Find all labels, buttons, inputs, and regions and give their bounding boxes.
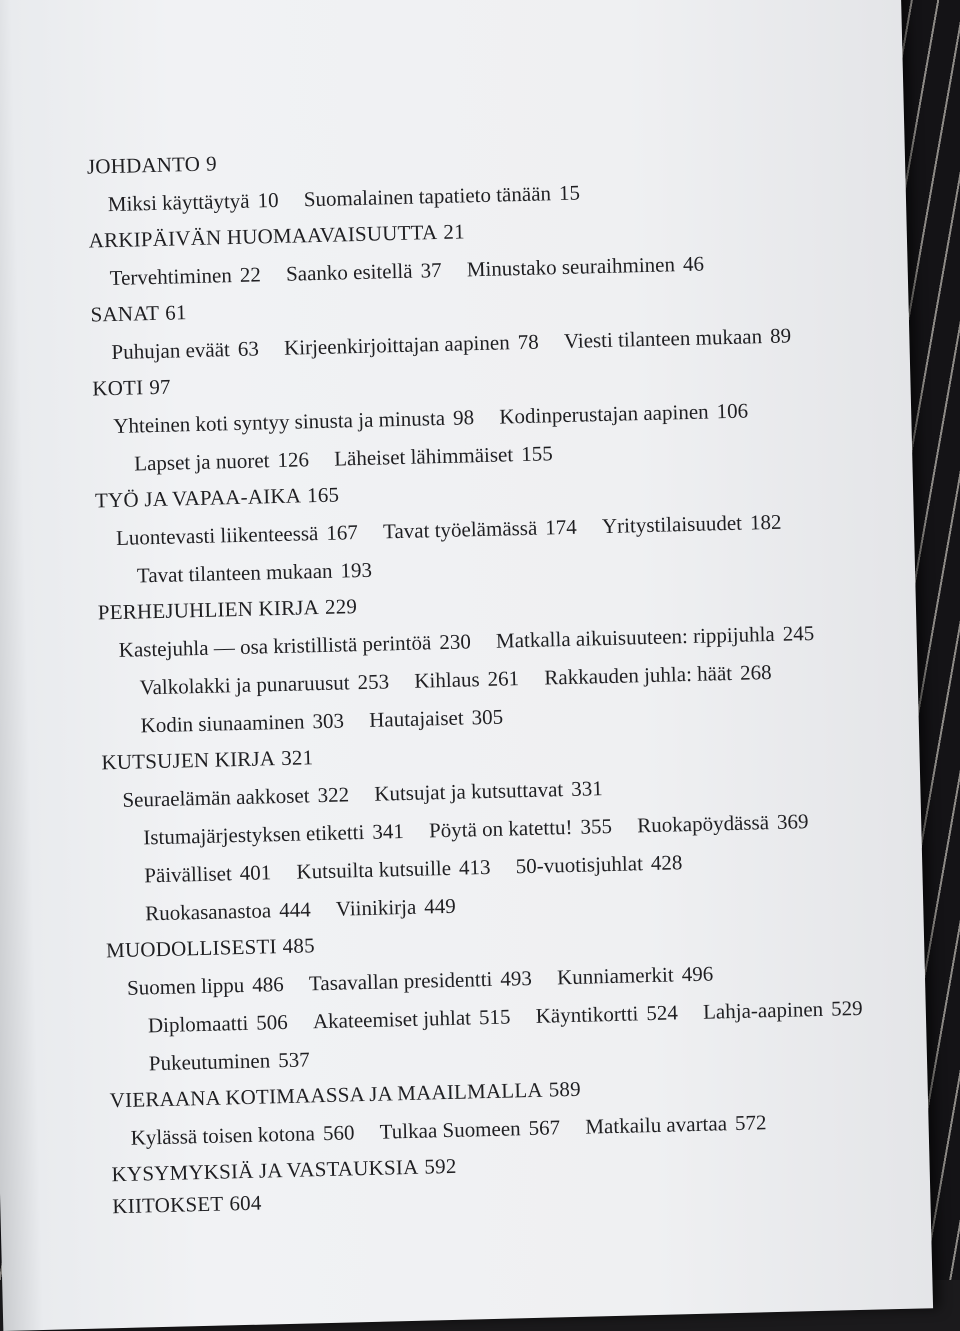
entry-title: Tavat tilanteen mukaan — [136, 558, 333, 588]
toc-entry — [637, 809, 809, 837]
section-title: PERHEJUHLIEN KIRJA — [97, 595, 320, 625]
toc-entry — [703, 996, 863, 1024]
entry-page-number: 449 — [423, 893, 457, 919]
entry-title: Viesti tilanteen mukaan — [563, 324, 763, 353]
section-entries — [113, 389, 855, 483]
entry-page-number: 37 — [420, 257, 442, 283]
section-title: SANAT — [90, 300, 160, 327]
section-page-number: 592 — [424, 1153, 457, 1179]
entry-title: Hautajaiset — [368, 705, 464, 732]
toc-entry — [496, 621, 815, 653]
toc-entry — [144, 860, 272, 887]
entry-page-number: 182 — [749, 509, 782, 535]
entry-title: Luontevasti liikenteessä — [115, 521, 319, 550]
toc-entry — [118, 629, 471, 662]
entry-title: Pöytä on katettu! — [428, 814, 573, 843]
entry-page-number: 15 — [558, 180, 581, 206]
entry-title: Akateemiset juhlat — [312, 1005, 472, 1034]
toc-entry — [122, 782, 349, 812]
section-entries — [118, 613, 861, 745]
toc-section — [92, 356, 894, 484]
entry-title: Läheiset lähimmäiset — [333, 442, 514, 471]
toc-section — [101, 730, 905, 933]
entry-title: Lapset ja nuoret — [133, 448, 270, 476]
entry-page-number: 303 — [312, 708, 345, 734]
toc-entry — [149, 1047, 310, 1075]
toc-entry — [130, 1120, 354, 1149]
entry-title: Minustako seuraihminen — [466, 252, 676, 282]
toc-entry — [557, 962, 714, 990]
entry-title: Matkalla aikuisuuteen: rippijuhla — [495, 621, 775, 653]
entry-page-number: 22 — [239, 262, 262, 287]
section-page-number: 229 — [324, 594, 358, 619]
section-page-number: 165 — [306, 482, 340, 508]
section-page-number: 589 — [548, 1076, 582, 1102]
section-title: ARKIPÄIVÄN HUOMAAVAISUUTTA — [88, 220, 438, 253]
toc-entry — [535, 1000, 678, 1027]
toc-entry — [585, 1110, 767, 1138]
toc-entry — [515, 850, 682, 878]
entry-page-number: 537 — [277, 1047, 310, 1073]
entry-title: Kutsuilta kutsuille — [296, 855, 452, 884]
section-entries — [122, 763, 865, 933]
entry-page-number: 46 — [682, 251, 705, 277]
toc-entry — [134, 447, 309, 475]
entry-title: Kastejuhla — osa kristillistä perintöä — [118, 630, 432, 662]
entry-title: Yhteinen koti syntyy sinusta ja minusta — [112, 405, 446, 438]
toc-entry — [143, 819, 404, 849]
section-page-number: 97 — [149, 374, 171, 400]
toc-entry — [284, 330, 539, 360]
entry-title: Matkailu avartaa — [585, 1111, 728, 1139]
entry-page-number: 493 — [500, 965, 533, 991]
toc-entry — [602, 510, 782, 538]
entry-title: Lahja-aapinen — [702, 996, 824, 1024]
entry-page-number: 174 — [544, 514, 578, 540]
toc-entry — [429, 814, 613, 842]
entry-page-number: 369 — [776, 809, 809, 834]
entry-title: Kodinperustajan aapinen — [499, 399, 709, 429]
entry-title: Seuraelämän aakkoset — [122, 783, 310, 812]
entry-page-number: 413 — [458, 854, 491, 880]
section-title: JOHDANTO — [86, 151, 201, 179]
entry-title: Kylässä toisen kotona — [130, 1121, 316, 1150]
entry-title: Yritystilaisuudet — [601, 510, 743, 539]
entry-page-number: 496 — [681, 961, 714, 987]
entry-title: Käyntikortti — [535, 1001, 639, 1028]
entry-title: Ruokapöydässä — [636, 810, 770, 838]
toc-entry — [544, 660, 772, 690]
entry-title: Diplomaatti — [147, 1010, 249, 1038]
entry-page-number: 63 — [237, 336, 260, 361]
entry-page-number: 515 — [478, 1004, 511, 1030]
entry-page-number: 268 — [739, 659, 772, 685]
entry-page-number: 261 — [487, 666, 520, 691]
section-title: KUTSUJEN KIRJA — [101, 746, 276, 775]
toc-entry — [137, 558, 373, 588]
section-page-number: 21 — [443, 219, 466, 244]
entry-title: Puhujan eväät — [111, 337, 231, 365]
section-entries — [127, 951, 870, 1083]
entry-page-number: 444 — [278, 897, 311, 923]
toc-entry — [414, 666, 519, 693]
entry-title: Istumajärjestyksen etiketti — [143, 819, 365, 850]
toc-entry — [148, 1010, 288, 1037]
section-page-number: 604 — [229, 1190, 262, 1216]
entry-page-number: 341 — [372, 819, 405, 844]
toc-entry — [303, 181, 580, 212]
section-page-number: 9 — [205, 151, 218, 176]
entry-title: Viinikirja — [335, 894, 417, 921]
section-title: VIERAANA KOTIMAASSA JA MAAILMALLA — [109, 1077, 543, 1113]
section-page-number: 485 — [282, 933, 316, 959]
entry-page-number: 10 — [257, 187, 279, 213]
entry-title: Kihlaus — [414, 667, 480, 693]
entry-page-number: 428 — [650, 850, 683, 875]
entry-title: Saanko esitellä — [285, 258, 413, 286]
entry-page-number: 193 — [340, 557, 373, 583]
toc-entry — [113, 405, 474, 438]
entry-page-number: 572 — [734, 1110, 767, 1136]
toc-entry — [369, 705, 504, 732]
entry-title: Valkolakki ja punaruusut — [139, 670, 350, 700]
entry-title: Tulkaa Suomeen — [379, 1116, 521, 1144]
entry-page-number: 486 — [251, 972, 285, 997]
entry-title: Kunniamerkit — [556, 962, 674, 990]
entry-page-number: 401 — [239, 860, 272, 886]
entry-title: Miksi käyttäytyä — [107, 188, 250, 217]
entry-title: Tavat työelämässä — [382, 515, 538, 544]
section-page-number: 61 — [164, 300, 187, 325]
entry-page-number: 322 — [317, 782, 350, 808]
entry-title: Ruokasanastoa — [144, 898, 272, 926]
entry-title: Päivälliset — [143, 861, 233, 888]
entry-title: Tervehtiminen — [109, 263, 233, 291]
toc-entry — [336, 894, 456, 921]
entry-page-number: 126 — [277, 447, 310, 472]
table-of-contents — [87, 134, 913, 1225]
toc-entry — [145, 897, 311, 925]
entry-title: Kodin siunaaminen — [140, 709, 305, 738]
section-title: TYÖ JA VAPAA-AIKA — [94, 483, 302, 513]
entry-page-number: 89 — [769, 323, 792, 348]
toc-section — [95, 468, 897, 596]
toc-entry — [334, 441, 553, 470]
entry-page-number: 106 — [716, 398, 749, 424]
section-page-number: 321 — [280, 745, 314, 770]
toc-entry — [116, 520, 358, 550]
toc-section — [98, 580, 901, 746]
entry-page-number: 253 — [357, 669, 390, 695]
entry-page-number: 506 — [255, 1009, 289, 1035]
entry-title: 50-vuotisjuhlat — [515, 851, 644, 879]
entry-page-number: 305 — [471, 704, 504, 730]
entry-page-number: 524 — [646, 1000, 679, 1026]
section-title: KYSYMYKSIÄ JA VASTAUKSIA — [111, 1154, 419, 1187]
entry-title: Rakkauden juhla: häät — [544, 660, 733, 690]
toc-entry — [127, 972, 284, 1000]
toc-entry — [296, 855, 491, 884]
toc-entry — [140, 708, 344, 737]
entry-title: Kirjeenkirjoittajan aapinen — [283, 330, 510, 360]
section-title: KIITOKSET — [112, 1191, 224, 1219]
entry-page-number: 155 — [520, 441, 553, 467]
entry-title: Tasavallan presidentti — [308, 966, 493, 996]
toc-entry — [383, 515, 577, 544]
entry-page-number: 98 — [452, 405, 475, 430]
entry-page-number: 167 — [326, 520, 359, 545]
entry-page-number: 230 — [438, 629, 472, 655]
section-entries — [116, 501, 858, 595]
entry-page-number: 245 — [782, 620, 815, 646]
entry-title: Pukeutuminen — [148, 1048, 271, 1076]
toc-entry — [374, 776, 603, 806]
toc-section — [106, 918, 909, 1084]
toc-entry — [286, 258, 442, 286]
section-title: MUODOLLISESTI — [105, 934, 277, 963]
entry-page-number: 355 — [580, 813, 613, 839]
section-title: KOTI — [92, 375, 144, 401]
toc-entry — [379, 1115, 560, 1143]
toc-entry — [466, 252, 704, 282]
entry-page-number: 78 — [517, 329, 539, 355]
toc-entry — [139, 669, 389, 699]
entry-title: Suomen lippu — [126, 972, 245, 1000]
toc-entry — [564, 323, 792, 353]
entry-title: Suomalainen tapatieto tänään — [303, 181, 552, 212]
toc-entry — [313, 1004, 511, 1033]
toc-entry — [108, 188, 279, 216]
entry-page-number: 560 — [322, 1120, 355, 1146]
toc-entry — [111, 336, 259, 364]
toc-entry — [109, 262, 261, 290]
toc-entry — [309, 966, 532, 995]
entry-page-number: 331 — [570, 776, 603, 801]
entry-page-number: 567 — [528, 1115, 561, 1141]
entry-title: Kutsujat ja kutsuttavat — [373, 777, 564, 806]
entry-page-number: 529 — [830, 995, 863, 1021]
toc-entry — [499, 398, 748, 428]
